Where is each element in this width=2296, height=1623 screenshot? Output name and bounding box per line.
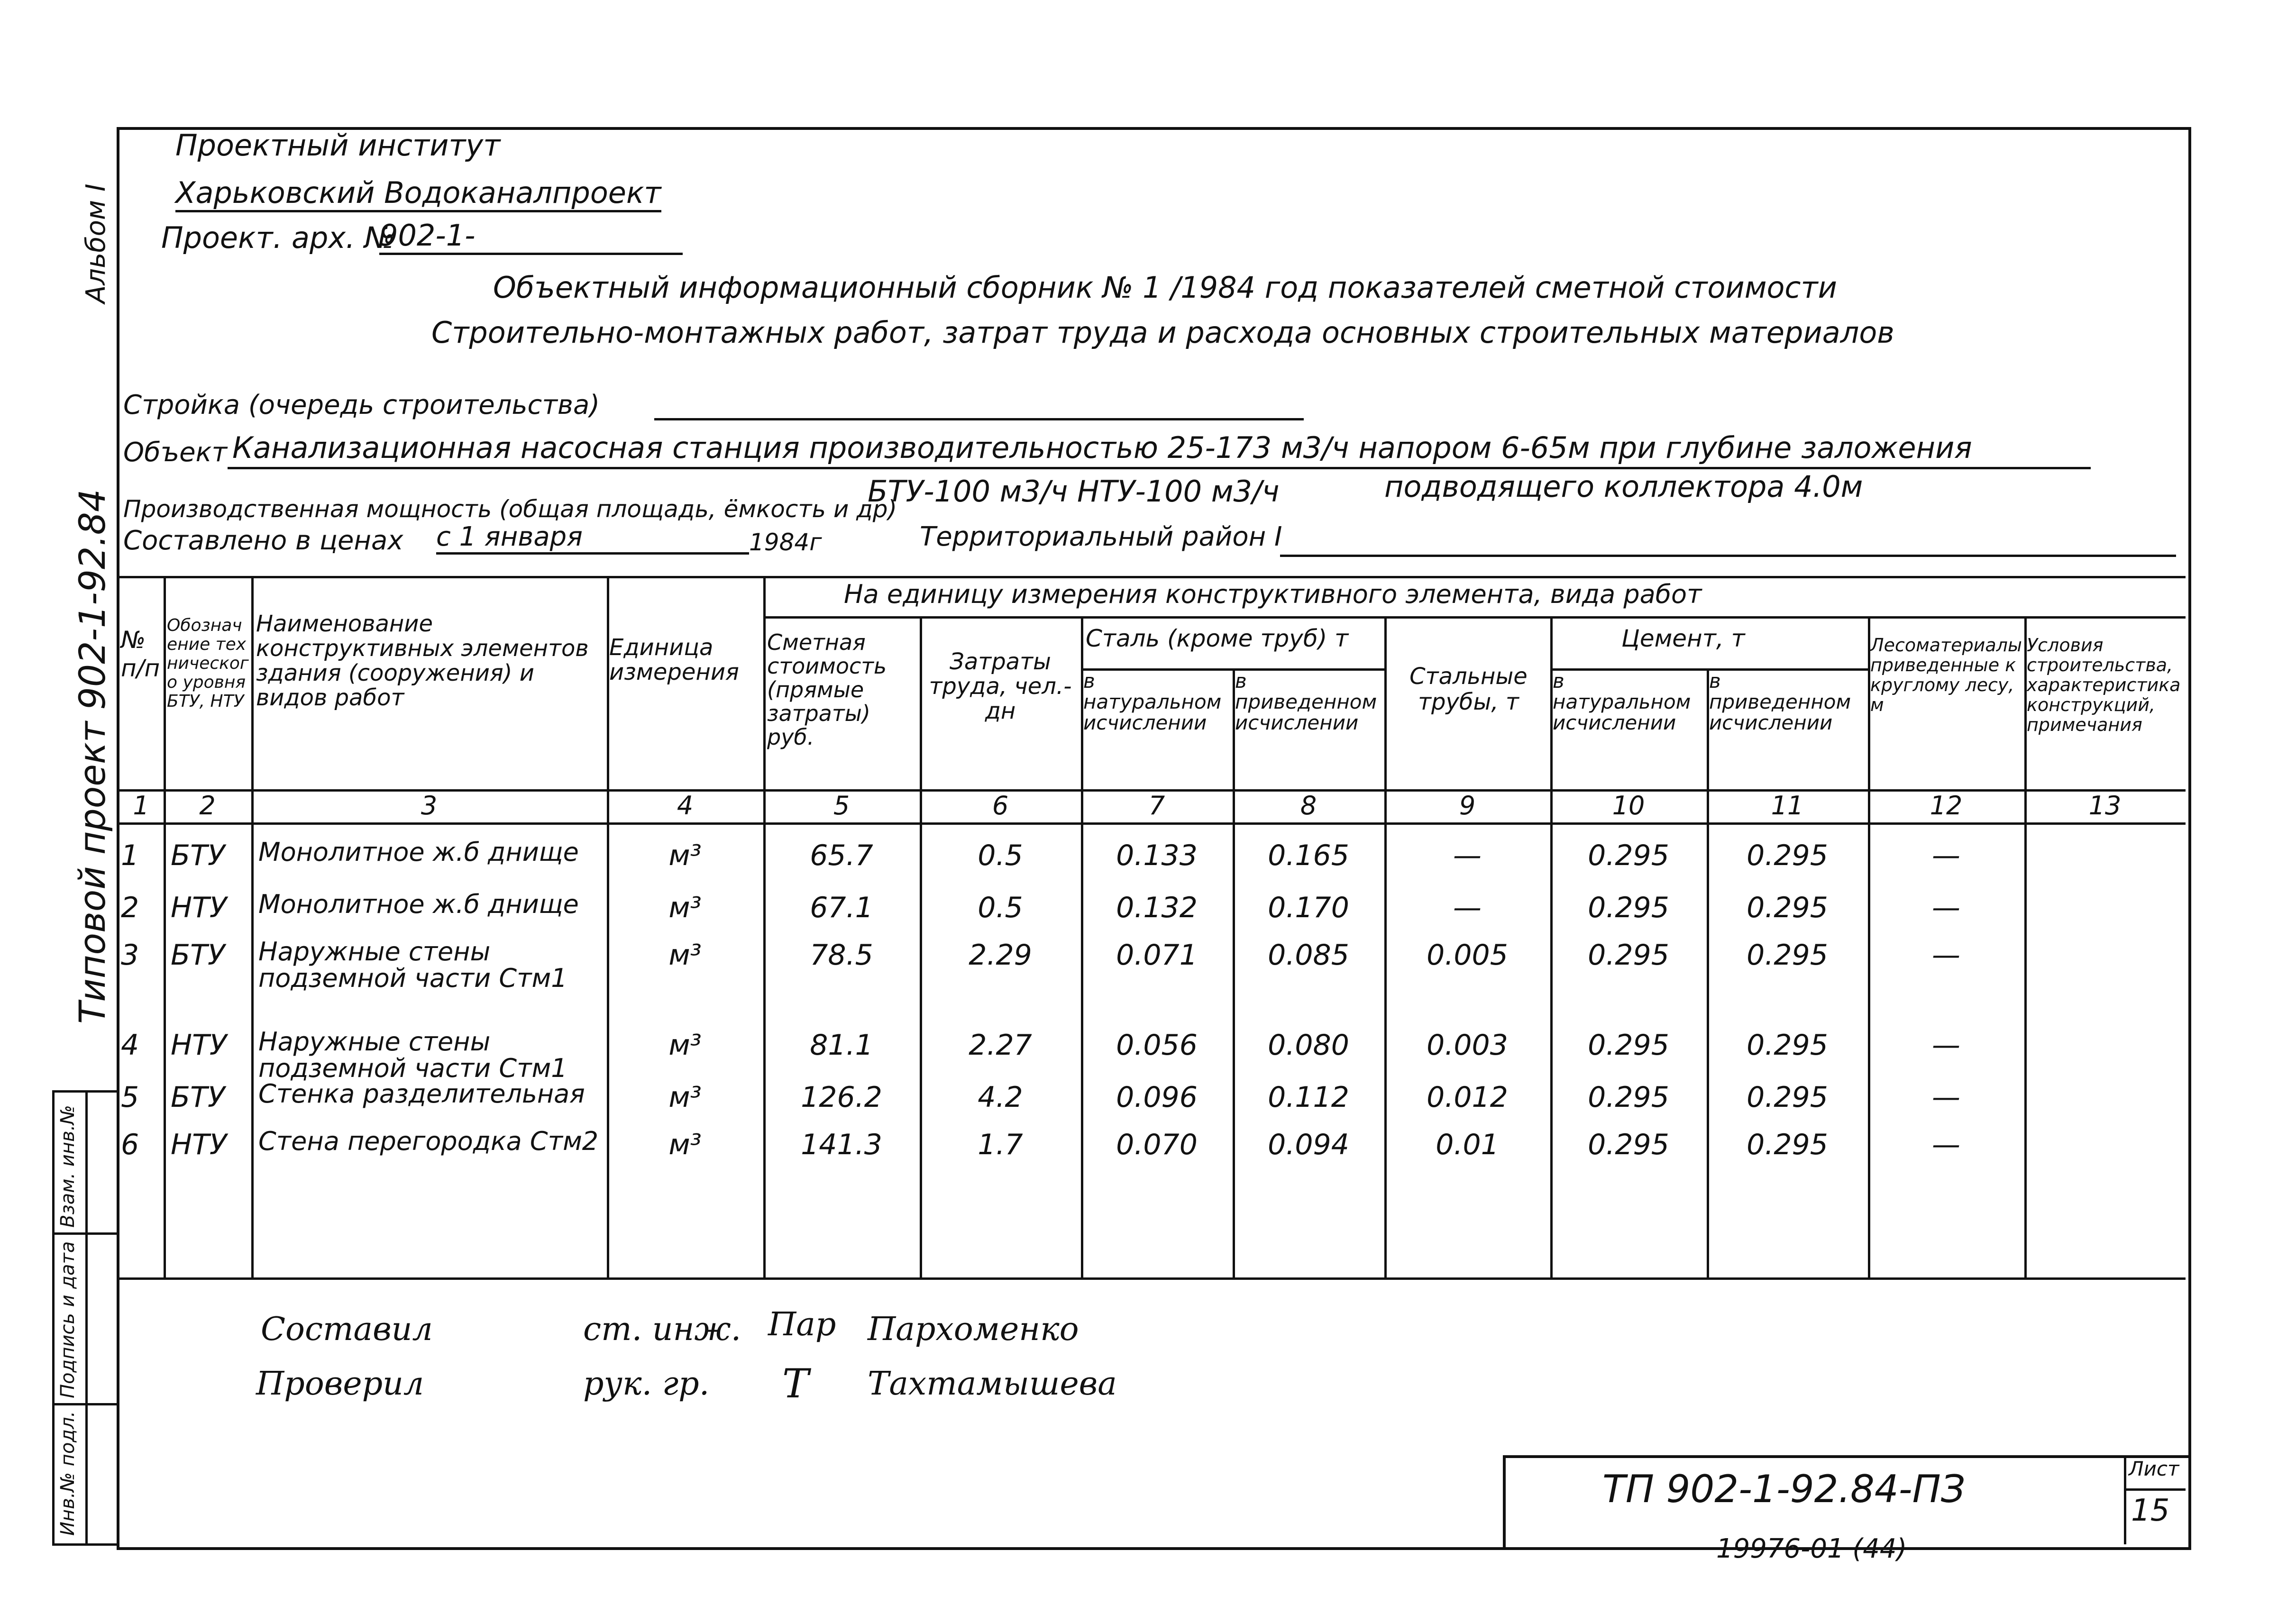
table-cell-steel-red: 0.165	[1268, 839, 1349, 872]
table-cell-labor: 0.5	[978, 839, 1023, 872]
institute-label: Проектный институт	[175, 128, 501, 163]
prices-year: 1984г	[749, 529, 822, 556]
table-cell-labor: 2.29	[969, 939, 1032, 972]
table-cell-unit: м³	[668, 1128, 702, 1161]
table-cell-pipes: —	[1453, 891, 1482, 924]
header-c2: Обозначение технического уровня БТУ, НТУ	[167, 616, 249, 711]
table-cell-steel-nat: 0.096	[1116, 1081, 1198, 1114]
stamp-divider	[2124, 1455, 2126, 1544]
table-cell-wood: —	[1932, 1029, 1960, 1062]
power-value: БТУ-100 м3/ч НТУ-100 м3/ч	[868, 474, 1280, 509]
side-album: Альбом I	[81, 183, 111, 303]
table-cell-unit: м³	[668, 839, 702, 872]
table-cell-n: 4	[121, 1029, 139, 1062]
checked-name: Тахтамышева	[868, 1365, 1117, 1403]
table-cell-name: Монолитное ж.б днище	[258, 837, 579, 867]
col-number: 12	[1930, 791, 1963, 821]
side-stamp-sign: Подпись и дата	[57, 1241, 79, 1398]
table-cell-pipes: 0.01	[1436, 1128, 1499, 1161]
table-cell-steel-nat: 0.056	[1116, 1029, 1198, 1062]
title-line-2: Строительно-монтажных работ, затрат труда и расхода основных строительных материалов	[431, 315, 1894, 350]
title-line-1: Объектный информационный сборник № 1 /1984 год показателей сметной стоимости	[493, 270, 1837, 305]
stamp-code: ТП 902-1-92.84-ПЗ	[1602, 1467, 1966, 1511]
col-number: 8	[1300, 791, 1317, 821]
header-c5: Сметная стоимость (прямые затраты) руб.	[767, 629, 887, 750]
project-label: Проект. арх. №	[161, 220, 395, 255]
header-c1: № п/п	[121, 626, 160, 682]
table-cell-cost: 67.1	[810, 891, 873, 924]
sheet-number: 15	[2131, 1493, 2170, 1528]
prices-label: Составлено в ценах	[123, 525, 403, 556]
table-cell-pipes: 0.012	[1427, 1081, 1508, 1114]
col-line	[763, 576, 766, 1277]
col-number: 9	[1459, 791, 1476, 821]
table-cell-n: 3	[121, 939, 139, 972]
object-label: Объект	[123, 437, 228, 468]
header-cement: Цемент, т	[1621, 625, 1745, 652]
table-cell-cem-red: 0.295	[1747, 1029, 1828, 1062]
col-line	[164, 576, 166, 1277]
table-cell-pipes: 0.003	[1427, 1029, 1508, 1062]
table-cell-n: 6	[121, 1128, 139, 1161]
col-number: 5	[833, 791, 850, 821]
table-cell-name: Стена перегородка Стм2	[258, 1126, 599, 1156]
stroika-line	[654, 418, 1304, 420]
table-cell-labor: 1.7	[978, 1128, 1023, 1161]
header-c10: в натуральном исчислении	[1553, 669, 1691, 734]
table-cell-cost: 78.5	[810, 939, 873, 972]
table-cell-cem-red: 0.295	[1747, 839, 1828, 872]
table-cell-cem-nat: 0.295	[1588, 891, 1669, 924]
binding-line	[52, 1090, 55, 1545]
header-c4: Единица измерения	[609, 634, 739, 685]
header-c8: в приведенном исчислении	[1235, 669, 1377, 734]
table-cell-name: Монолитное ж.б днище	[258, 889, 579, 919]
prices-value: с 1 января	[436, 521, 749, 555]
table-cell-steel-red: 0.170	[1268, 891, 1349, 924]
table-cell-cost: 126.2	[801, 1081, 882, 1114]
table-cell-cem-nat: 0.295	[1588, 939, 1669, 972]
table-cell-name: Стенка разделительная	[258, 1079, 585, 1109]
col-number: 1	[133, 791, 149, 821]
table-cell-pipes: 0.005	[1427, 939, 1508, 972]
table-cell-cost: 81.1	[810, 1029, 873, 1062]
col-numbers-bottom	[117, 822, 2186, 825]
table-bottom-line	[117, 1277, 2186, 1280]
inventory-number: 19976-01 (44)	[1716, 1533, 1907, 1564]
stamp-divider	[2124, 1488, 2186, 1491]
binding-line	[85, 1090, 88, 1545]
table-cell-cost: 65.7	[810, 839, 873, 872]
project-number: 902-1-	[379, 218, 683, 255]
table-cell-steel-nat: 0.071	[1116, 939, 1198, 972]
table-cell-lvl: БТУ	[171, 939, 225, 972]
table-cell-unit: м³	[668, 891, 702, 924]
table-cell-steel-red: 0.080	[1268, 1029, 1349, 1062]
col-number: 3	[421, 791, 438, 821]
group-header-line	[763, 616, 2186, 619]
checked-label: Проверил	[256, 1365, 424, 1403]
table-cell-n: 2	[121, 891, 139, 924]
group-header: На единицу измерения конструктивного элемента, вида работ	[844, 579, 1702, 609]
col-number: 4	[677, 791, 694, 821]
table-cell-cem-red: 0.295	[1747, 891, 1828, 924]
object-value: Канализационная насосная станция производительностью 25-173 м3/ч напором 6-65м при глубине заложения	[232, 430, 1972, 465]
table-cell-lvl: БТУ	[171, 1081, 225, 1114]
side-stamp-inv: Инв.№ подл.	[57, 1411, 79, 1536]
table-cell-name: Наружные стены подземной части Стм1	[258, 937, 567, 993]
header-c6: Затраты труда, чел.- дн	[929, 648, 1072, 724]
checked-signature: Т	[782, 1360, 809, 1407]
header-c7: в натуральном исчислении	[1083, 669, 1222, 734]
power-label: Производственная мощность (общая площадь, ёмкость и др)	[123, 495, 897, 523]
table-cell-wood: —	[1932, 839, 1960, 872]
table-cell-n: 1	[121, 839, 139, 872]
table-cell-unit: м³	[668, 1081, 702, 1114]
table-cell-labor: 4.2	[978, 1081, 1023, 1114]
compiled-position: ст. инж.	[583, 1311, 741, 1348]
side-typical-project: Типовой проект 902-1-92.84	[71, 489, 113, 1024]
col-line	[251, 576, 254, 1277]
col-line	[1233, 668, 1235, 1277]
table-cell-labor: 2.27	[969, 1029, 1032, 1062]
header-c12: Лесоматериалы приведенные к круглому лесу, м	[1870, 635, 2022, 715]
compiled-label: Составил	[261, 1311, 433, 1348]
table-cell-wood: —	[1932, 1128, 1960, 1161]
header-c9: Стальные трубы, т	[1409, 663, 1528, 715]
region-line	[1280, 555, 2176, 557]
table-cell-wood: —	[1932, 939, 1960, 972]
table-cell-name: Наружные стены подземной части Стм1	[258, 1027, 567, 1083]
region-label: Территориальный район I	[920, 521, 1282, 552]
table-cell-wood: —	[1932, 1081, 1960, 1114]
table-cell-labor: 0.5	[978, 891, 1023, 924]
table-cell-cem-red: 0.295	[1747, 1128, 1828, 1161]
table-cell-cem-nat: 0.295	[1588, 1128, 1669, 1161]
institute-name: Харьковский Водоканалпроект	[175, 175, 661, 212]
side-stamp-replace: Взам. инв.№	[57, 1105, 79, 1228]
sheet-label: Лист	[2129, 1457, 2179, 1480]
object-value-2: подводящего коллектора 4.0м	[1384, 469, 1863, 504]
table-cell-steel-red: 0.112	[1268, 1081, 1349, 1114]
header-c3: Наименование конструктивных элементов здания (сооружения) и видов работ	[256, 611, 589, 711]
table-cell-wood: —	[1932, 891, 1960, 924]
table-cell-unit: м³	[668, 939, 702, 972]
table-cell-unit: м³	[668, 1029, 702, 1062]
table-cell-steel-nat: 0.070	[1116, 1128, 1198, 1161]
table-top-line	[117, 576, 2186, 578]
table-cell-lvl: НТУ	[171, 1128, 227, 1161]
table-cell-cem-nat: 0.295	[1588, 839, 1669, 872]
table-cell-cem-nat: 0.295	[1588, 1081, 1669, 1114]
col-number: 13	[2088, 791, 2122, 821]
table-cell-lvl: БТУ	[171, 839, 225, 872]
stroika-label: Стройка (очередь строительства)	[123, 390, 600, 420]
checked-position: рук. гр.	[583, 1365, 710, 1403]
table-cell-cem-nat: 0.295	[1588, 1029, 1669, 1062]
header-steel: Сталь (кроме труб) т	[1086, 625, 1349, 652]
table-cell-steel-nat: 0.132	[1116, 891, 1198, 924]
table-cell-pipes: —	[1453, 839, 1482, 872]
compiled-name: Пархоменко	[868, 1311, 1079, 1348]
header-c11: в приведенном исчислении	[1709, 669, 1851, 734]
col-number: 7	[1148, 791, 1165, 821]
header-c13: Условия строительства, характеристика конструкций, примечания	[2027, 635, 2181, 735]
col-line	[1707, 668, 1709, 1277]
table-cell-cem-red: 0.295	[1747, 939, 1828, 972]
table-cell-steel-red: 0.094	[1268, 1128, 1349, 1161]
table-cell-cost: 141.3	[801, 1128, 882, 1161]
col-number: 2	[199, 791, 216, 821]
table-cell-steel-red: 0.085	[1268, 939, 1349, 972]
table-cell-lvl: НТУ	[171, 891, 227, 924]
table-cell-lvl: НТУ	[171, 1029, 227, 1062]
compiled-signature: Пар	[768, 1306, 836, 1343]
col-number: 10	[1612, 791, 1645, 821]
col-number: 11	[1771, 791, 1804, 821]
table-cell-n: 5	[121, 1081, 139, 1114]
col-number: 6	[992, 791, 1009, 821]
table-cell-cem-red: 0.295	[1747, 1081, 1828, 1114]
table-cell-steel-nat: 0.133	[1116, 839, 1198, 872]
